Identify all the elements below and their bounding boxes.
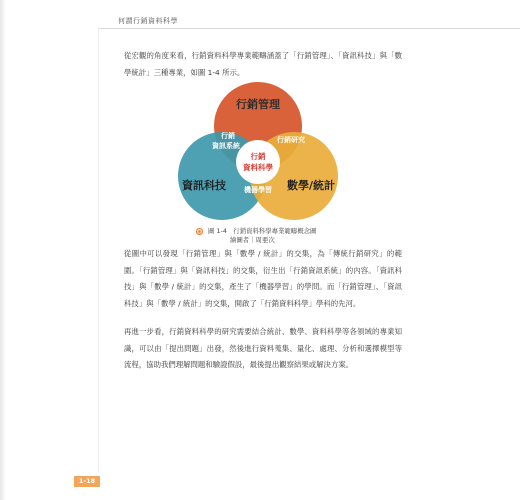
- page-number-tab: 1-18: [74, 476, 100, 487]
- label-center-line2: 資料科學: [243, 163, 273, 172]
- figure-caption: 圖 1-4 行銷資料科學專業範疇概念圖: [208, 227, 317, 235]
- body-paragraph-2: 從圖中可以發現「行銷管理」與「數學 / 統計」的交集，為「傳統行銷研究」的範圍。「行銷管理」與「資訊科技」的交集，衍生出「行銷資訊系統」的內容。「資訊科技」與「數學 / 統計」的交集，產生了「機器學習」的學問。而「行銷管理」、「資訊科技」與「數學 / 統計」的交集，開啟了「行銷資料科學」學科的先河。: [124, 249, 402, 308]
- body-paragraph-1: 從宏觀的角度來看，行銷資料科學專業範疇涵蓋了「行銷管理」、「資訊科技」與「數學統計」三種專業，如圖 1-4 所示。: [124, 51, 402, 77]
- label-mis-line2: 資訊系統: [212, 142, 240, 150]
- figure-icon: ◉: [197, 228, 202, 235]
- label-center-line1: 行銷: [250, 152, 266, 161]
- margin-rule: [98, 28, 99, 473]
- label-it: 資訊科技: [182, 179, 226, 192]
- figure-caption-block: [196, 227, 396, 245]
- label-mis-line1: 行銷: [221, 132, 235, 140]
- figure-credit: 繪圖者｜周亜次: [230, 236, 275, 244]
- venn-diagram: [170, 78, 346, 223]
- label-math: 數學/統計: [286, 179, 336, 192]
- running-title: 何謂行銷資料科學: [118, 17, 178, 25]
- page-gutter-shadow: [0, 0, 6, 500]
- venn-center: [236, 140, 280, 184]
- label-marketing: 行銷管理: [236, 98, 280, 111]
- label-marketing-research: 行銷研究: [277, 136, 305, 144]
- body-paragraph-3: 再進一步看，行銷資料科學的研究需要結合統計、數學、資料科學等各領域的專業知識，可以由「提出問題」出發，然後進行資料蒐集、量化、處理、分析和選擇模型等流程，協助我們理解問題和驗證假設，最後提出觀察結果或解決方案。: [124, 327, 402, 370]
- label-machine-learning: 機器學習: [244, 186, 272, 194]
